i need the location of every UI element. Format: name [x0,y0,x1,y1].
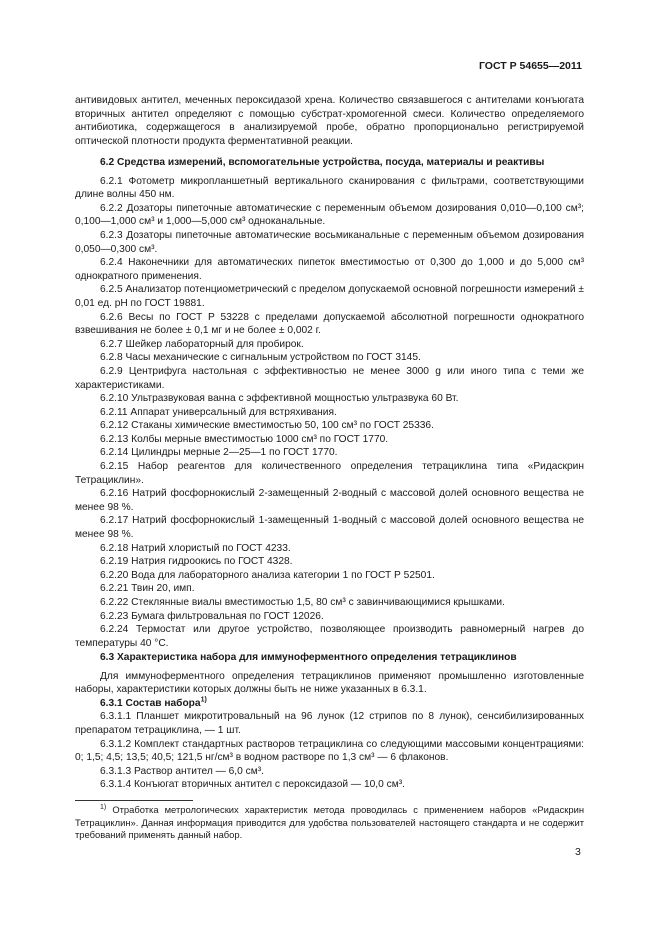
list-item: 6.2.19 Натрия гидроокись по ГОСТ 4328. [100,556,293,568]
list-item: 6.2.8 Часы механические с сигнальным устройством по ГОСТ 3145. [100,352,421,364]
section-6-3-1-heading [75,697,584,711]
list-item: 6.2.23 Бумага фильтровальная по ГОСТ 12026. [100,610,324,622]
list-item: 6.2.10 Ультразвуковая ванна с эффективной мощностью ультразвука 60 Вт. [100,393,459,405]
list-item: 6.2.9 Центрифуга настольная с эффективностью не менее 3000 g или иного типа с теми же характеристиками. [75,365,584,391]
list-item: 6.2.2 Дозаторы пипеточные автоматические с переменным объемом дозирования 0,010—0,100 см³; 0,100—1,000 см³ и 1,000—5,000 см³ одноканальные. [75,202,584,228]
list-item: 6.3.1.2 Комплект стандартных растворов тетрациклина со следующими массовыми концентрациями: 0; 1,5; 4,5; 13,5; 40,5; 121,5 нг/см³ в водном растворе по 1,3 см³ — 6 флаконов. [75,738,584,764]
intro-block [75,94,584,148]
section-6-2 [75,156,584,650]
list-item: 6.2.17 Натрий фосфорнокислый 1-замещенный 1-водный с массовой долей основного вещества не менее 98 %. [75,515,584,541]
list-item: 6.2.16 Натрий фосфорнокислый 2-замещенный 2-водный с массовой долей основного вещества не менее 98 %. [75,488,584,513]
section-6-2-list [75,175,584,651]
page-number: 3 [575,846,581,858]
list-item: 6.2.13 Колбы мерные вместимостью 1000 см³ по ГОСТ 1770. [100,433,389,445]
footnote [75,804,584,842]
section-6-3-intro: Для иммуноферментного определения тетрациклинов применяют промышленно изготовленные наборы, характеристики которых должны быть не ниже указанных в 6.3.1. [75,670,584,696]
list-item: 6.2.6 Весы по ГОСТ Р 53228 с пределами допускаемой абсолютной погрешности однократного взвешивания не более ± 0,1 мг и не более ± 0,002 г. [75,311,584,337]
list-item: 6.2.1 Фотометр микропланшетный вертикального сканирования с фильтрами, соответствующими длине волны 450 нм. [75,175,584,201]
list-item: 6.2.18 Натрий хлористый по ГОСТ 4233. [100,542,291,554]
list-item: 6.2.3 Дозаторы пипеточные автоматические восьмиканальные с переменным объемом дозирования 0,050—0,300 см³. [75,229,584,255]
list-item: 6.2.22 Стеклянные виалы вместимостью 1,5, 80 см³ с завинчивающимися крышками. [100,597,505,608]
sub-heading-text: 6.3.1 Состав набора [100,697,201,709]
footnote-mark: 1) [100,803,107,811]
list-item: 6.2.21 Твин 20, имп. [100,583,195,595]
list-item: 6.2.14 Цилиндры мерные 2—25—1 по ГОСТ 1770. [100,447,338,459]
footnote-divider [75,800,193,801]
footnote-ref: 1) [200,696,207,704]
list-item: 6.3.1.4 Конъюгат вторичных антител с пероксидазой — 10,0 см³. [100,779,405,791]
intro-paragraph: антивидовых антител, меченных пероксидазой хрена. Количество связавшегося с антителами конъюгата вторичных антител определяют с помощью субстрат-хромогенной смеси. Количество определяемого антибиотика, содержащегося в анализируемой пробе, обратно пропорционально регистрируемой оптической плотности продукта ферментативной реакции. [75,95,584,147]
footnote-text: Отработка метрологических характеристик метода проводилась с применением наборов «Ридаскрин Тетрациклин». Данная информация приводится для удобства пользователей настоящего стандарта и не содержит требований применять данный набор. [75,804,585,841]
list-item: 6.2.7 Шейкер лабораторный для пробирок. [100,338,304,350]
list-item: 6.2.5 Анализатор потенциометрический с пределом допускаемой основной погрешности измерений ± 0,01 ед. рН по ГОСТ 19881. [75,284,584,309]
section-6-2-heading: 6.2 Средства измерений, вспомогательные устройства, посуда, материалы и реактивы [100,157,545,168]
list-item: 6.2.24 Термостат или другое устройство, позволяющее производить равномерный нагрев до температуры 40 °С. [75,624,584,649]
list-item: 6.2.15 Набор реагентов для количественного определения тетрациклина типа «Ридаскрин Тетрациклин». [75,461,584,486]
list-item: 6.2.12 Стаканы химические вместимостью 50, 100 см³ по ГОСТ 25336. [100,420,434,432]
list-item: 6.2.4 Наконечники для автоматических пипеток вместимостью от 0,300 до 1,000 и до 5,000 см³ однократного применения. [75,257,584,282]
section-6-3 [75,651,584,792]
list-item: 6.3.1.1 Планшет микротитровальный на 96 лунок (12 стрипов по 8 лунок), сенсибилизированных препаратом тетрациклина, — 1 шт. [75,711,584,736]
list-item: 6.2.20 Вода для лабораторного анализа категории 1 по ГОСТ Р 52501. [100,569,435,581]
list-item: 6.2.11 Аппарат универсальный для встряхивания. [100,406,337,418]
section-6-3-heading: 6.3 Характеристика набора для иммуноферментного определения тетрациклинов [100,652,517,663]
standard-header: ГОСТ Р 54655—2011 [478,60,582,72]
list-item: 6.3.1.3 Раствор антител — 6,0 см³. [100,765,264,777]
section-6-3-list [75,710,584,792]
